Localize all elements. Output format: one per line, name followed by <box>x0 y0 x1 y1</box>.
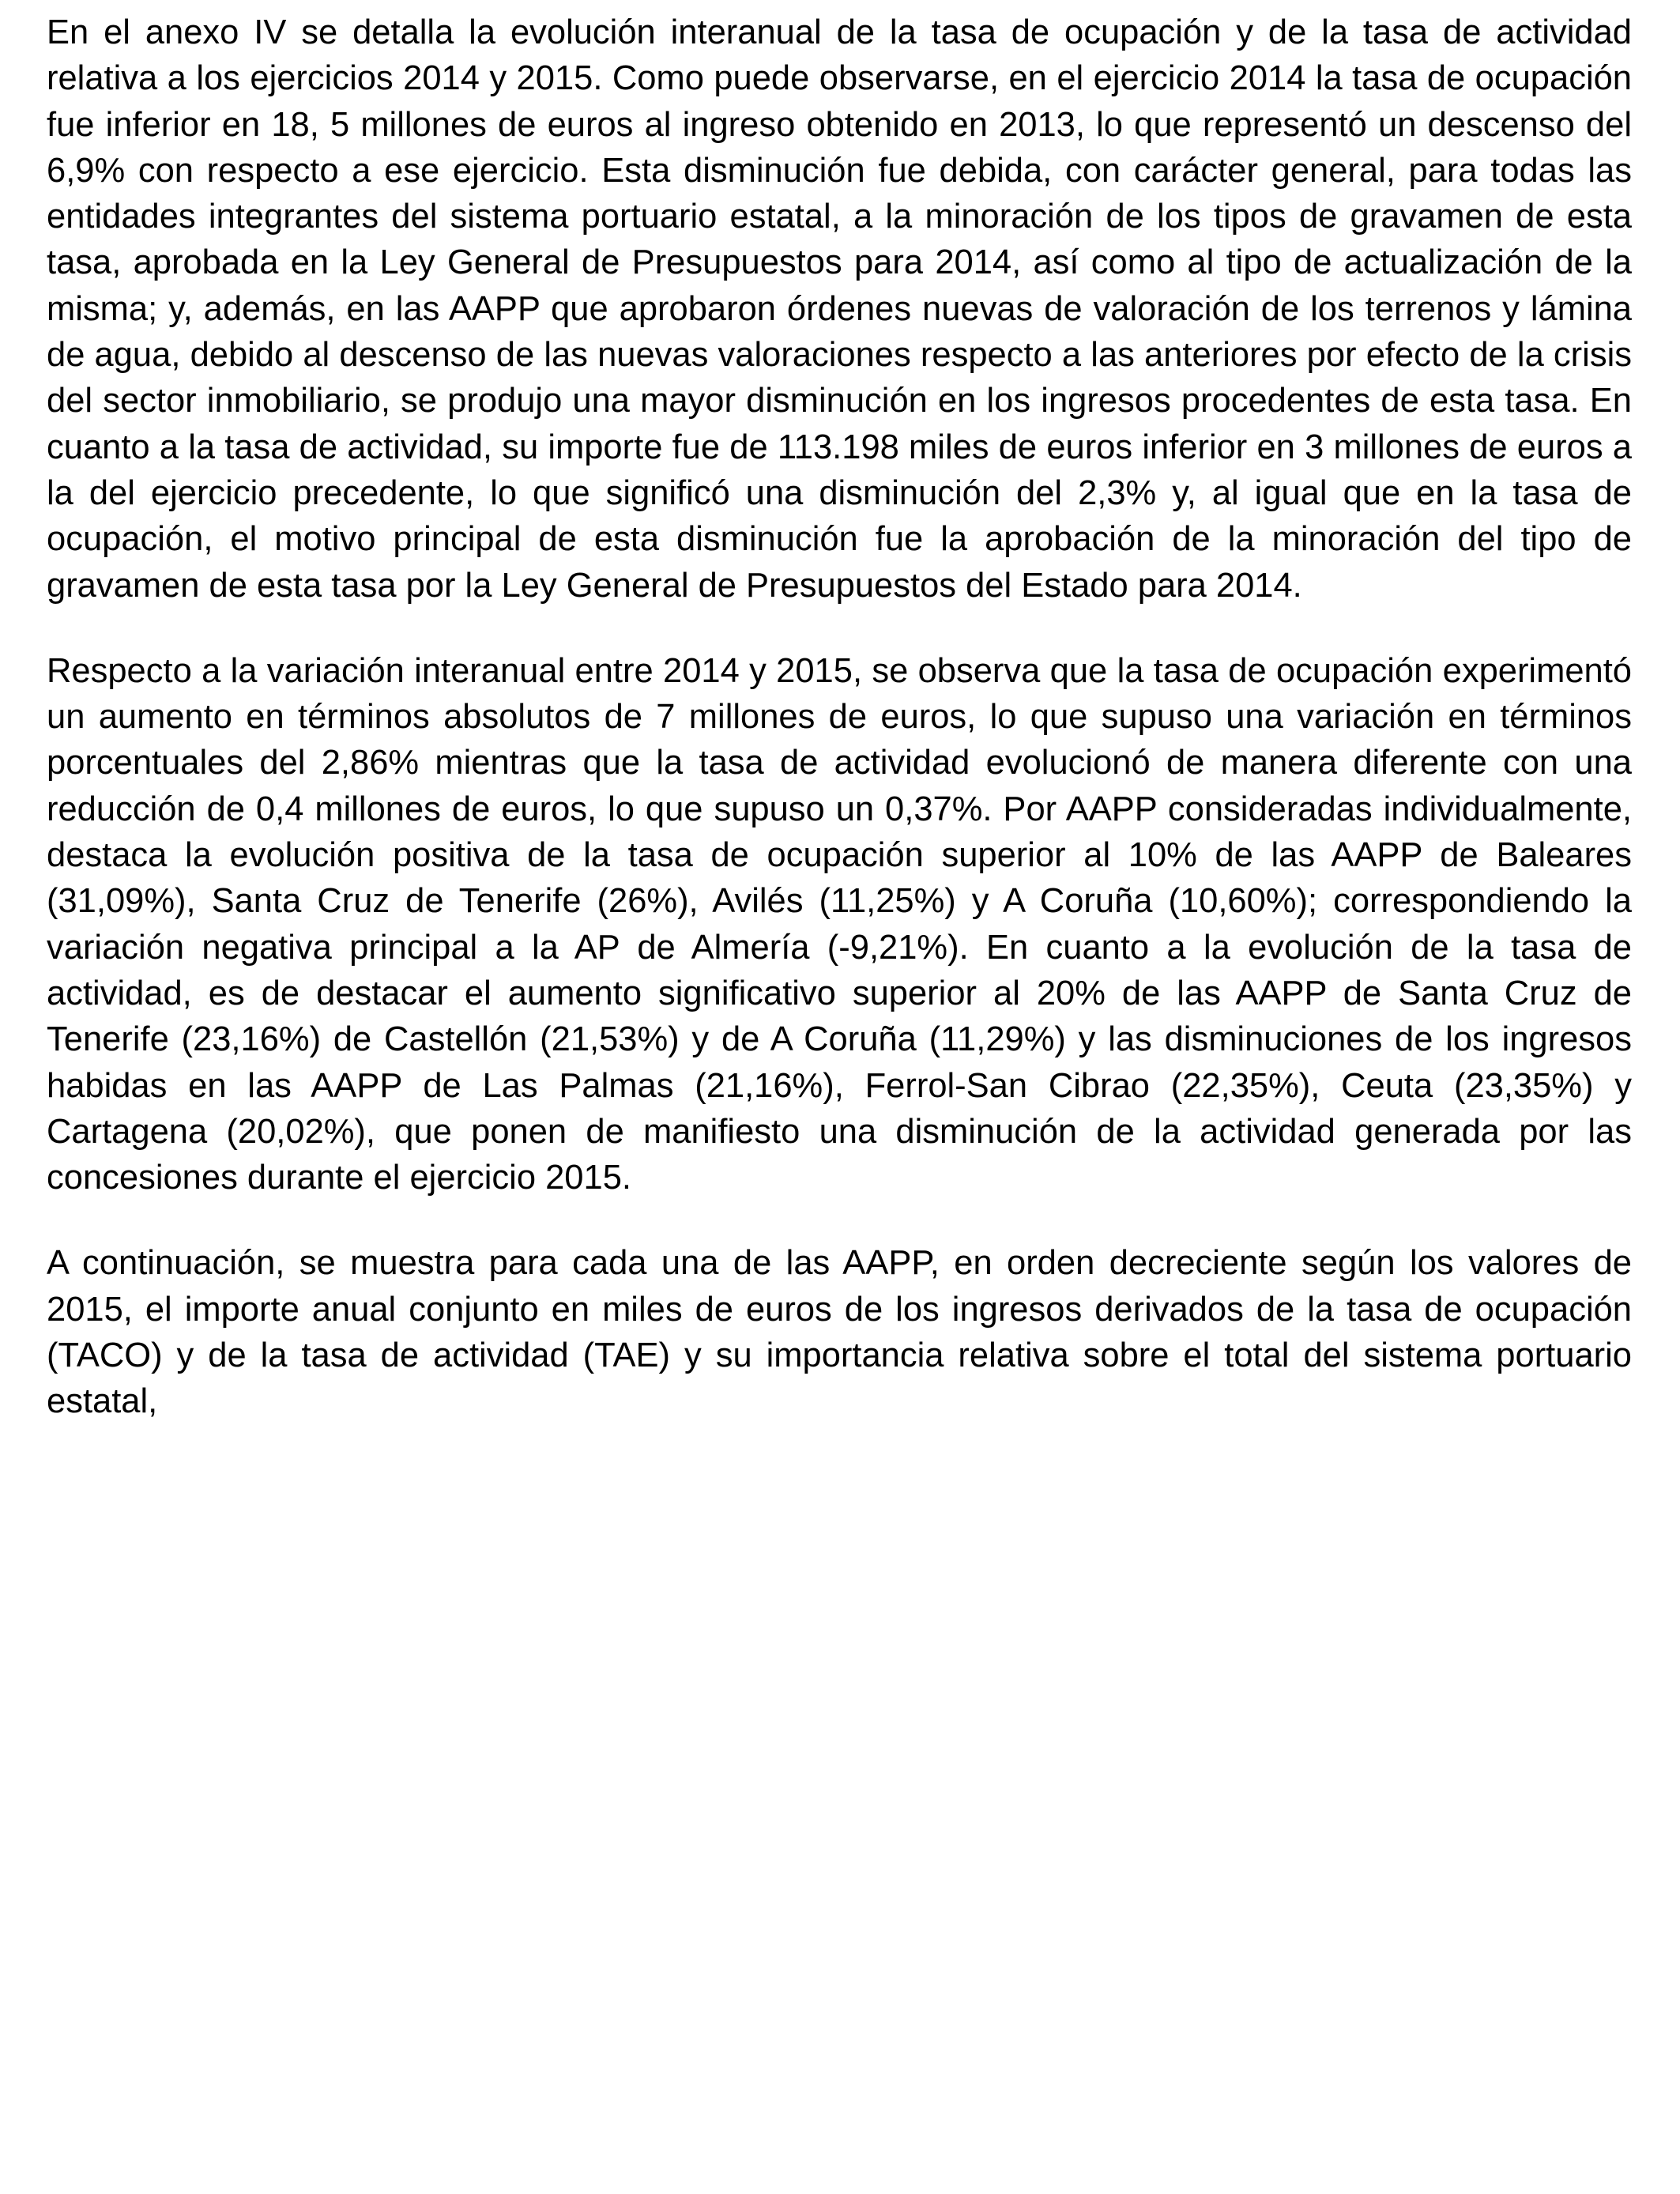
paragraph-annex-iv: En el anexo IV se detalla la evolución interanual de la tasa de ocupación y de la tasa de actividad relativa a los ejercicios 2014 y 2015. Como puede observarse, en el ejercicio 2014 la tasa de ocupación fue inferior en 18, 5 millones de euros al ingreso obtenido en 2013, lo que representó un descenso del 6,9% con respecto a ese ejercicio. Esta disminución fue debida, con carácter general, para todas las entidades integrantes del sistema portuario estatal, a la minoración de los tipos de gravamen de esta tasa, aprobada en la Ley General de Presupuestos para 2014, así como al tipo de actualización de la misma; y, además, en las AAPP que aprobaron órdenes nuevas de valoración de los terrenos y lámina de agua, debido al descenso de las nuevas valoraciones respecto a las anteriores por efecto de la crisis del sector inmobiliario, se produjo una mayor disminución en los ingresos procedentes de esta tasa. En cuanto a la tasa de actividad, su importe fue de 113.198 miles de euros inferior en 3 millones de euros a la del ejercicio precedente, lo que significó una disminución del 2,3% y, al igual que en la tasa de ocupación, el motivo principal de esta disminución fue la aprobación de la minoración del tipo de gravamen de esta tasa por la Ley General de Presupuestos del Estado para 2014. <box>47 13 1632 605</box>
paragraph-interannual-variation: Respecto a la variación interanual entre 2014 y 2015, se observa que la tasa de ocupación experimentó un aumento en términos absolutos de 7 millones de euros, lo que supuso una variación en términos porcentuales del 2,86% mientras que la tasa de actividad evolucionó de manera diferente con una reducción de 0,4 millones de euros, lo que supuso un 0,37%. Por AAPP consideradas individualmente, destaca la evolución positiva de la tasa de ocupación superior al 10% de las AAPP de Baleares (31,09%), Santa Cruz de Tenerife (26%), Avilés (11,25%) y A Coruña (10,60%); correspondiendo la variación negativa principal a la AP de Almería (-9,21%). En cuanto a la evolución de la tasa de actividad, es de destacar el aumento significativo superior al 20% de las AAPP de Santa Cruz de Tenerife (23,16%) de Castellón (21,53%) y de A Coruña (11,29%) y las disminuciones de los ingresos habidas en las AAPP de Las Palmas (21,16%), Ferrol-San Cibrao (22,35%), Ceuta (23,35%) y Cartagena (20,02%), que ponen de manifiesto una disminución de la actividad generada por las concesiones durante el ejercicio 2015. <box>47 651 1632 1197</box>
document-page <box>47 9 1632 1465</box>
paragraph-aapp-summary: A continuación, se muestra para cada una de las AAPP, en orden decreciente según los valores de 2015, el importe anual conjunto en miles de euros de los ingresos derivados de la tasa de ocupación (TACO) y de la tasa de actividad (TAE) y su importancia relativa sobre el total del sistema portuario estatal, <box>47 1244 1632 1421</box>
